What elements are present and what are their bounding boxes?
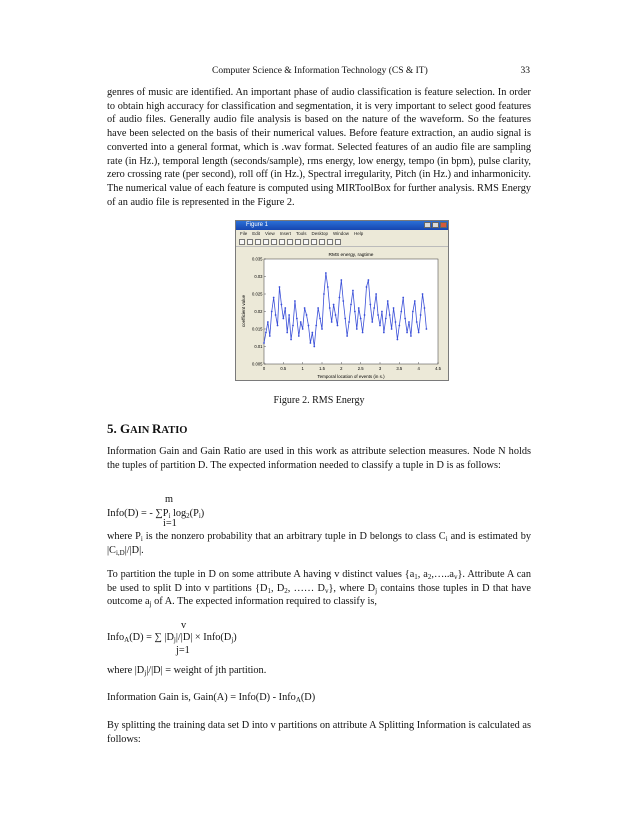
x-tick-label: 4.5 [435, 366, 441, 371]
data-point [346, 335, 348, 337]
data-point [354, 311, 356, 313]
colorbar-icon[interactable] [319, 239, 325, 245]
data-point [426, 328, 428, 330]
x-tick-label: 0 [262, 366, 266, 371]
figure-toolbar [236, 237, 448, 247]
where-weight-line: where $|D_j|/|D|$ = weight of jth partition. [107, 665, 267, 677]
data-point [292, 325, 294, 327]
data-point [371, 321, 373, 323]
data-point [379, 325, 381, 327]
data-point [339, 297, 341, 299]
data-point [281, 304, 283, 306]
data-point [414, 300, 416, 302]
data-point [391, 328, 393, 330]
formula1-lower-limit: i=1 [163, 518, 177, 529]
data-point [263, 342, 265, 344]
x-tick-label: 4 [417, 366, 420, 371]
data-point [279, 286, 281, 288]
x-tick-label: 1.5 [319, 366, 325, 371]
splitting-paragraph: By splitting the training data set D into v partitions on attribute A Splitting Information is calculated as follows: [107, 720, 531, 745]
legend-icon[interactable] [327, 239, 333, 245]
y-tick-label: 0.035 [252, 256, 263, 262]
pan-icon[interactable] [295, 239, 301, 245]
data-point [360, 318, 362, 320]
data-point [300, 321, 302, 323]
data-point [306, 314, 308, 316]
data-point [369, 304, 371, 306]
section-number: 5. [107, 421, 117, 436]
data-point [335, 314, 337, 316]
data-point [348, 321, 350, 323]
menu-view[interactable]: View [265, 231, 275, 236]
data-point [298, 335, 300, 337]
data-point [288, 314, 290, 316]
minimize-icon[interactable] [424, 222, 431, 228]
data-point [310, 342, 312, 344]
menu-tools[interactable]: Tools [295, 231, 307, 236]
data-point [422, 293, 424, 295]
data-point [273, 297, 275, 299]
data-point [294, 300, 296, 302]
data-point [397, 339, 399, 341]
matlab-figure-window [235, 220, 449, 381]
data-point [265, 332, 267, 334]
formula2-lower-limit: j=1 [176, 645, 190, 656]
zoom-in-icon[interactable] [279, 239, 285, 245]
data-point [377, 314, 379, 316]
formula1-upper-limit: m [165, 494, 174, 505]
data-point [406, 332, 408, 334]
section-title-part: G [120, 421, 131, 436]
maximize-icon[interactable] [432, 222, 439, 228]
data-point [418, 332, 420, 334]
data-point [342, 300, 344, 302]
data-point [424, 307, 426, 309]
menu-file[interactable]: File [240, 231, 248, 236]
figure-caption: Figure 2. RMS Energy [273, 395, 365, 406]
data-point [362, 332, 364, 334]
data-point [385, 318, 387, 320]
new-figure-icon[interactable] [239, 239, 245, 245]
data-point [389, 314, 391, 316]
data-point [344, 318, 346, 320]
zoom-out-icon[interactable] [287, 239, 293, 245]
data-point [275, 314, 277, 316]
data-point [368, 279, 370, 281]
data-point [321, 328, 323, 330]
intro-paragraph: genres of music are identified. An important phase of audio classification is feature selection. In order to obtain high accuracy for classification and segmentation, it is very important to select good features of audio files. Generally audio file analysis is based on the nature of the waveform. So the features have been selected on the basis of their numerical values. Before feature extraction, an audio signal is converted into a general format, which is .wav format. Selected features of an audio file are sampling rate (in Hz.), temporal length (seconds/sample), rms energy, low energy, tempo (in bpm), pulse clarity, zero crossing rate (per second), roll off (in Hz.), Spectral irregularity, Pitch (in Hz.) and inharmonicity. The numerical value of each feature is computed using MIRToolBox for further analysis. RMS Energy of an audio file is represented in the Figure 2. [107, 87, 531, 208]
data-point [352, 290, 354, 292]
data-point [358, 307, 360, 309]
page-number: 33 [520, 66, 530, 76]
data-point [383, 332, 385, 334]
x-tick-label: 2.5 [357, 366, 364, 371]
figure-titlebar [236, 221, 448, 230]
data-point [296, 318, 298, 320]
data-point [277, 325, 279, 327]
grid-icon[interactable] [335, 239, 341, 245]
data-point [319, 318, 321, 320]
data-point [420, 314, 422, 316]
open-icon[interactable] [247, 239, 253, 245]
y-tick-label: 0.015 [252, 326, 263, 332]
data-point [402, 297, 404, 299]
y-tick-label: 0.01 [254, 344, 263, 349]
data-point [398, 325, 400, 327]
menu-edit[interactable]: Edit [252, 231, 261, 236]
data-point [366, 286, 368, 288]
data-point [331, 321, 333, 323]
formula-info-d: Info(D) = - $\sum P_i$ $\log_2(P_i)$ [107, 508, 205, 520]
x-tick-label: 1 [301, 366, 304, 371]
section-title-part: ATIO [161, 425, 188, 436]
journal-title: Computer Science & Information Technology (CS & IT) [212, 66, 428, 76]
y-tick-label: 0.02 [254, 309, 263, 314]
data-point [317, 307, 319, 309]
save-icon[interactable] [255, 239, 261, 245]
data-point [315, 325, 317, 327]
x-tick-label: 0.5 [280, 366, 287, 371]
data-point [282, 318, 284, 320]
data-point [271, 311, 273, 313]
data-point [329, 307, 331, 309]
data-point [356, 328, 358, 330]
menu-desktop[interactable]: Desktop [311, 231, 329, 236]
formula-info-a: Info$_A$(D) = ∑ $|D_j|/|D|$ × $Info(D_j)$ [107, 632, 237, 644]
data-cursor-icon[interactable] [311, 239, 317, 245]
data-point [284, 307, 286, 309]
close-icon[interactable] [440, 222, 447, 228]
data-point [381, 311, 383, 313]
print-icon[interactable] [263, 239, 269, 245]
chart-title: RMS energy, ragtime [328, 253, 374, 258]
section-title-part: AIN [130, 425, 153, 436]
data-point [290, 339, 292, 341]
data-point [325, 272, 327, 274]
menu-window[interactable]: Window [333, 231, 350, 236]
data-point [337, 325, 339, 327]
x-tick-label: 3.5 [396, 366, 403, 371]
plot-area [264, 259, 438, 364]
data-point [375, 293, 377, 295]
data-point [393, 307, 395, 309]
data-point [395, 321, 397, 323]
data-point [404, 318, 406, 320]
x-tick-label: 2 [340, 366, 343, 371]
data-point [373, 307, 375, 309]
where-probability-paragraph: where $P_i$ is the nonzero probability that an arbitrary tuple in D belongs to class $C_i$ and is estimated by $|C_{i,D}|/|D|$. [107, 531, 531, 557]
data-point [400, 311, 402, 313]
data-point [364, 314, 366, 316]
data-point [333, 304, 335, 306]
data-point [350, 304, 352, 306]
data-point [323, 293, 325, 295]
data-point [267, 321, 269, 323]
partition-paragraph: To partition the tuple in D on some attribute A having v distinct values {$a_1$, $a_2,\dots..a_v$}. Attribute A can be used to split D into v partitions {$D_1$, $D_2$, …… $D_v$}, where $D_j$ contains those tuples in D that have outcome $a_j$ of A. The expected information required to classify is, [107, 569, 532, 609]
figure-window-title: Figure 1 [246, 222, 269, 228]
rms-energy-chart [236, 247, 448, 380]
data-point [269, 335, 271, 337]
section-title-part: R [152, 421, 162, 436]
rotate-icon[interactable] [303, 239, 309, 245]
section-heading [107, 421, 187, 437]
data-point [408, 321, 410, 323]
y-tick-label: 0.03 [254, 274, 263, 279]
data-point [387, 300, 389, 302]
data-point [340, 279, 342, 281]
data-point [412, 311, 414, 313]
menu-help[interactable]: Help [354, 231, 364, 236]
menu-insert[interactable]: Insert [279, 231, 291, 236]
pointer-icon[interactable] [271, 239, 277, 245]
y-axis-label: coefficient value [241, 294, 246, 328]
data-point [286, 332, 288, 334]
data-point [304, 307, 306, 309]
information-gain-line: Information Gain is, Gain(A) = Info(D) - Info$_A$(D) [107, 692, 316, 704]
y-tick-label: 0.025 [252, 291, 263, 297]
x-tick-label: 3 [378, 366, 382, 371]
x-axis-label: Temporal location of events (in s.) [317, 374, 385, 379]
formula2-upper-limit: v [181, 620, 187, 631]
data-point [327, 286, 329, 288]
y-tick-label: 0.005 [252, 361, 263, 367]
data-point [410, 335, 412, 337]
figure-menubar [236, 230, 448, 237]
data-point [311, 332, 313, 334]
data-point [308, 325, 310, 327]
data-point [313, 346, 315, 348]
data-point [416, 321, 418, 323]
data-point [302, 328, 304, 330]
section-paragraph: Information Gain and Gain Ratio are used in this work as attribute selection measures. Node N holds the tuples of partition D. The expected information needed to classify a tuple in D is as follows: [107, 446, 531, 471]
